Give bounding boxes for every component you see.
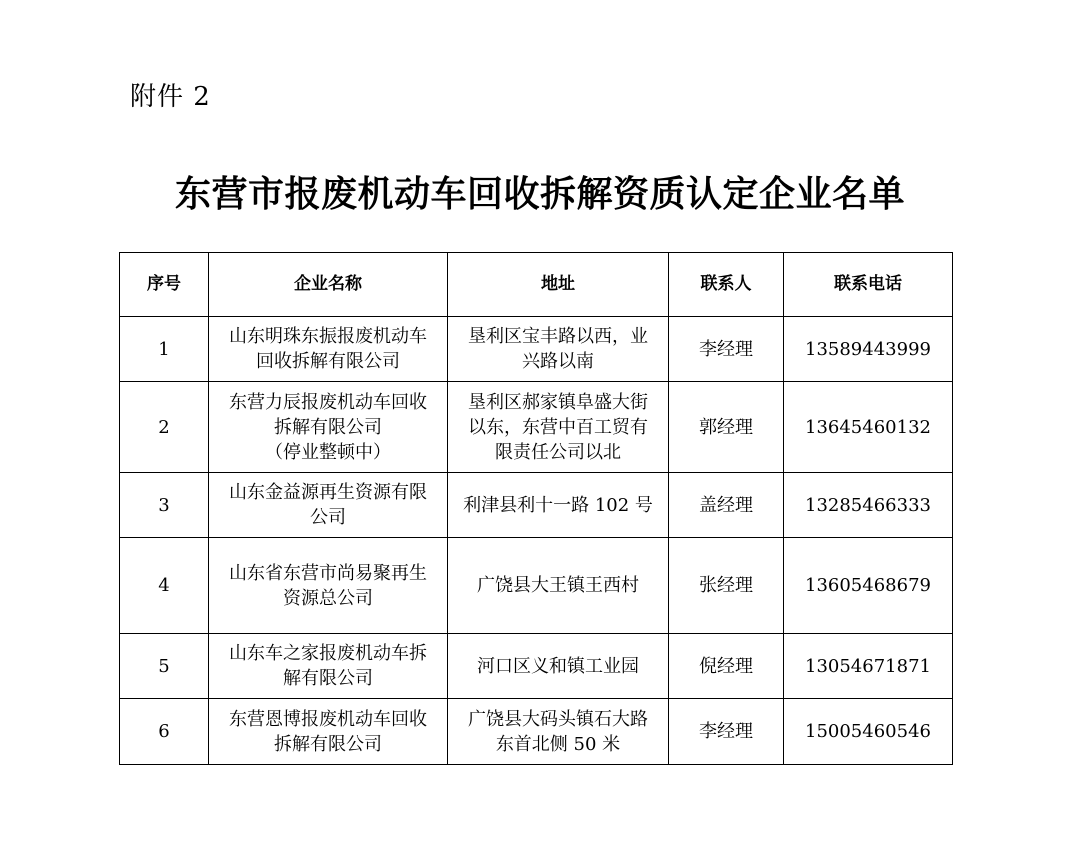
row-index: 4 xyxy=(120,538,209,634)
company-name-line: 资源总公司 xyxy=(283,587,373,609)
company-name-line: 山东省东营市尚易聚再生 xyxy=(229,562,427,584)
address-line: 利津县利十一路 102 号 xyxy=(463,494,653,516)
company-name-line: 公司 xyxy=(310,507,346,528)
header-index: 序号 xyxy=(120,253,209,317)
company-name xyxy=(209,382,448,473)
contact-phone: 13285466333 xyxy=(784,473,953,538)
company-name xyxy=(209,473,448,538)
contact-phone: 13605468679 xyxy=(784,538,953,634)
document-title: 东营市报废机动车回收拆解资质认定企业名单 xyxy=(174,173,905,215)
company-address xyxy=(448,382,669,473)
contact-phone: 13645460132 xyxy=(784,382,953,473)
company-name-line: 山东明珠东振报废机动车 xyxy=(229,326,427,347)
company-name-line: 山东金益源再生资源有限 xyxy=(229,482,427,503)
row-index: 6 xyxy=(120,699,209,765)
table-row xyxy=(120,473,953,538)
company-address xyxy=(448,473,669,538)
table-row xyxy=(120,382,953,473)
company-name-line: 拆解有限公司 xyxy=(274,416,382,438)
table-row xyxy=(120,634,953,699)
row-index: 3 xyxy=(120,473,209,538)
company-address xyxy=(448,317,669,382)
company-list-table xyxy=(119,252,953,765)
company-name xyxy=(209,634,448,699)
address-line: 广饶县大码头镇石大路 xyxy=(468,708,648,730)
address-line: 以东，东营中百工贸有 xyxy=(468,416,648,438)
contact-person: 李经理 xyxy=(669,317,784,382)
company-name xyxy=(209,538,448,634)
company-address xyxy=(448,538,669,634)
table-header-row xyxy=(120,253,953,317)
address-line: 限责任公司以北 xyxy=(495,441,621,463)
address-line: 垦利区宝丰路以西，业 xyxy=(468,326,648,347)
table-row xyxy=(120,538,953,634)
contact-person: 郭经理 xyxy=(669,382,784,473)
contact-person: 倪经理 xyxy=(669,634,784,699)
contact-person: 李经理 xyxy=(669,699,784,765)
company-name xyxy=(209,699,448,765)
contact-phone: 13054671871 xyxy=(784,634,953,699)
contact-person: 盖经理 xyxy=(669,473,784,538)
header-company: 企业名称 xyxy=(209,253,448,317)
company-name-line: 东营力辰报废机动车回收 xyxy=(229,391,427,413)
address-line: 垦利区郝家镇阜盛大街 xyxy=(468,391,648,413)
row-index: 2 xyxy=(120,382,209,473)
company-name-line: 山东车之家报废机动车拆 xyxy=(229,643,427,664)
company-status-note: （停业整顿中） xyxy=(265,441,391,463)
address-line: 东首北侧 50 米 xyxy=(495,733,621,755)
header-phone: 联系电话 xyxy=(784,253,953,317)
address-line: 河口区义和镇工业园 xyxy=(477,655,639,677)
company-name-line: 东营恩博报废机动车回收 xyxy=(229,708,427,730)
company-address xyxy=(448,699,669,765)
row-index: 5 xyxy=(120,634,209,699)
header-address: 地址 xyxy=(448,253,669,317)
row-index: 1 xyxy=(120,317,209,382)
contact-phone: 15005460546 xyxy=(784,699,953,765)
company-address xyxy=(448,634,669,699)
header-contact: 联系人 xyxy=(669,253,784,317)
contact-phone: 13589443999 xyxy=(784,317,953,382)
contact-person: 张经理 xyxy=(669,538,784,634)
table-row xyxy=(120,317,953,382)
attachment-label: 附件 2 xyxy=(130,82,211,112)
table-row xyxy=(120,699,953,765)
address-line: 广饶县大王镇王西村 xyxy=(477,575,639,596)
company-name xyxy=(209,317,448,382)
address-line: 兴路以南 xyxy=(522,351,594,372)
company-name-line: 解有限公司 xyxy=(283,668,373,689)
company-name-line: 拆解有限公司 xyxy=(274,733,382,755)
company-name-line: 回收拆解有限公司 xyxy=(256,351,400,372)
